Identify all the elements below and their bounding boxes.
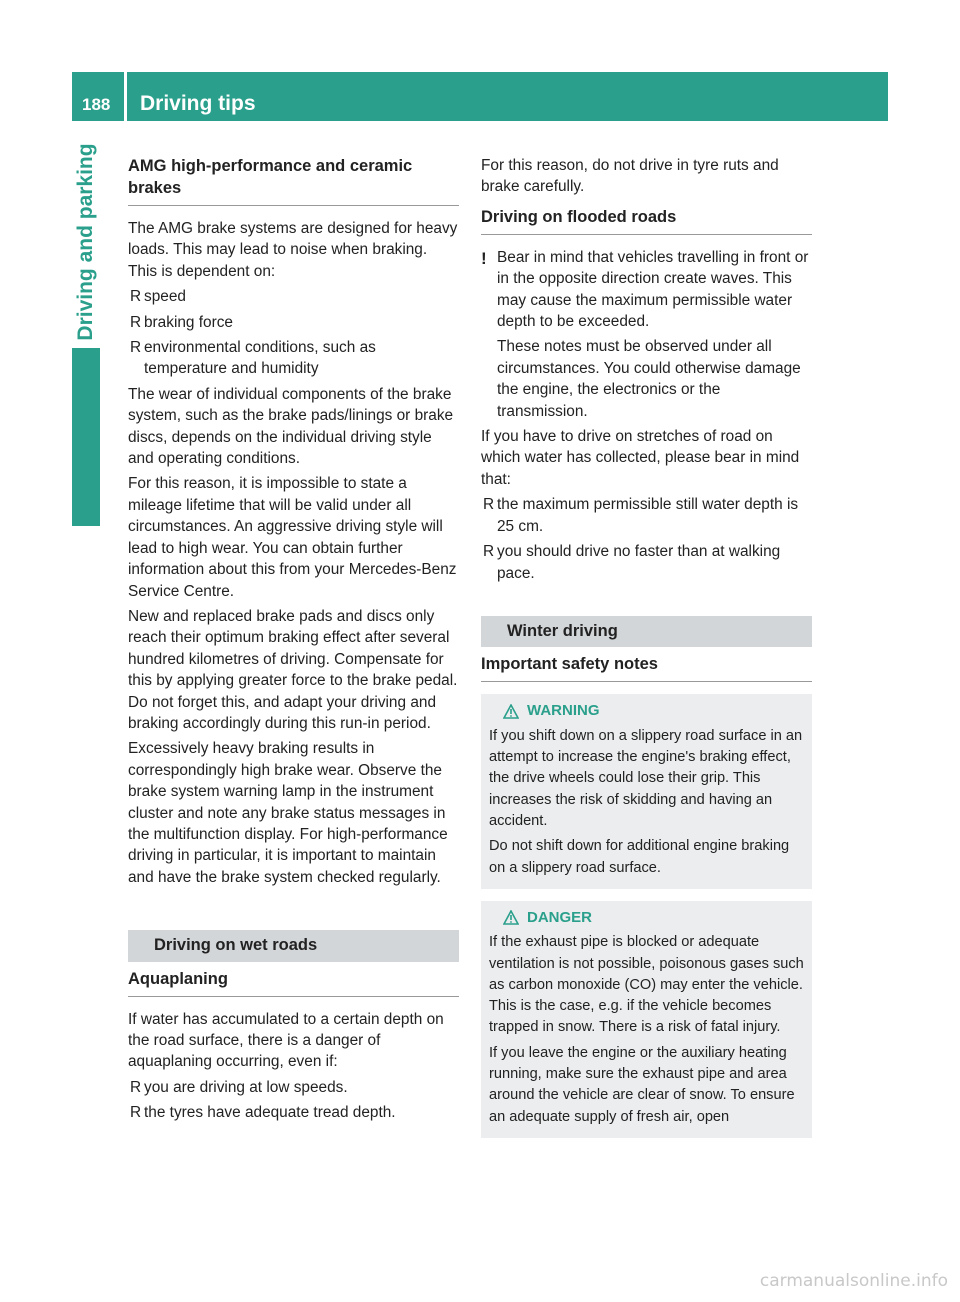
paragraph: New and replaced brake pads and discs only reach their optimum braking effect after several hundred kilometres of driving. Compensate for this by applying greater force to the brake pedal. Do not forget this, and adapt your driving and braking accordingly during this run-in period. xyxy=(128,607,458,732)
danger-box xyxy=(481,901,812,1138)
list-item: R the maximum permissible still water depth is 25 cm. xyxy=(483,496,799,535)
winter-driving-band: Winter driving xyxy=(481,616,812,647)
warning-triangle-icon xyxy=(503,910,519,925)
list-item: R the tyres have adequate tread depth. xyxy=(130,1104,396,1122)
flood-bullet-list xyxy=(481,494,812,584)
list-item: R braking force xyxy=(130,313,233,331)
paragraph: If you have to drive on stretches of road on which water has collected, please bear in mind that: xyxy=(481,428,800,488)
list-item: R environmental conditions, such as temperature and humidity xyxy=(130,339,376,378)
warning-triangle-icon xyxy=(503,704,519,719)
danger-text: If you leave the engine or the auxiliary heating running, make sure the exhaust pipe and area around the vehicle are clear of snow. To ensure an adequate supply of fresh air, open xyxy=(489,1044,795,1125)
paragraph: The wear of individual components of the brake system, such as the brake pads/linings or brake discs, depends on the individual driving style and operating conditions. xyxy=(128,385,454,468)
paragraph: Excessively heavy braking results in correspondingly high brake wear. Observe the brake system warning lamp in the instrument cluster and note any brake status messages in the multifunction display. For high-performance driving in particular, it is important to maintain and have the brake system checked regularly. xyxy=(128,740,448,886)
list-item: R you should drive no faster than at walking pace. xyxy=(483,543,781,582)
paragraph: If water has accumulated to a certain depth on the road surface, there is a danger of aquaplaning occurring, even if: xyxy=(128,1010,444,1071)
safety-notes-heading: Important safety notes xyxy=(481,653,812,682)
amg-bullet-list xyxy=(128,286,459,380)
paragraph: For this reason, do not drive in tyre ruts and brake carefully. xyxy=(481,157,779,196)
amg-heading: AMG high-performance and ceramic brakes xyxy=(128,155,459,206)
wet-roads-band: Driving on wet roads xyxy=(128,930,459,961)
page-title: Driving tips xyxy=(140,92,256,115)
danger-label: DANGER xyxy=(527,908,593,926)
section-side-label: Driving and parking xyxy=(74,143,97,341)
danger-text: If the exhaust pipe is blocked or adequate ventilation is not possible, poisonous gases such as carbon monoxide (CO) may enter the vehicle. This is the case, e.g. if the vehicle becomes trapped in snow. There is a risk of fatal injury. xyxy=(489,934,804,1036)
paragraph: The AMG brake systems are designed for heavy loads. This may lead to noise when braking. This is dependent on: xyxy=(128,220,458,280)
note-text: These notes must be observed under all circumstances. You could otherwise damage the engine, the electronics or the transmission. xyxy=(497,338,801,420)
warning-box xyxy=(481,694,812,888)
warning-text: Do not shift down for additional engine braking on a slippery road surface. xyxy=(489,838,790,876)
note-text: Bear in mind that vehicles travelling in front or in the opposite direction create waves. This may cause the maximum permissible water depth to be exceeded. xyxy=(497,248,809,331)
flood-note xyxy=(481,247,812,422)
left-column xyxy=(128,155,459,1128)
watermark: carmanualsonline.info xyxy=(759,1271,948,1291)
section-tab xyxy=(72,348,100,526)
list-item: R speed xyxy=(130,288,186,306)
exclamation-icon: ! xyxy=(481,248,487,268)
page-number: 188 xyxy=(82,95,111,114)
paragraph: For this reason, it is impossible to state a mileage lifetime that will be valid under all circumstances. An aggressive driving style will lead to high wear. You can obtain further information about this from your Mercedes-Benz Service Centre. xyxy=(128,475,457,600)
warning-label: WARNING xyxy=(527,702,600,720)
flooded-roads-heading: Driving on flooded roads xyxy=(481,206,812,235)
right-column xyxy=(481,155,812,1150)
aquaplaning-heading: Aquaplaning xyxy=(128,968,459,997)
list-item: R you are driving at low speeds. xyxy=(130,1078,348,1096)
warning-text: If you shift down on a slippery road surface in an attempt to increase the engine's braking effect, the drive wheels could lose their grip. This increases the risk of skidding and having an accident. xyxy=(489,727,803,829)
aqua-bullet-list xyxy=(128,1077,459,1124)
header-separator xyxy=(124,72,127,121)
